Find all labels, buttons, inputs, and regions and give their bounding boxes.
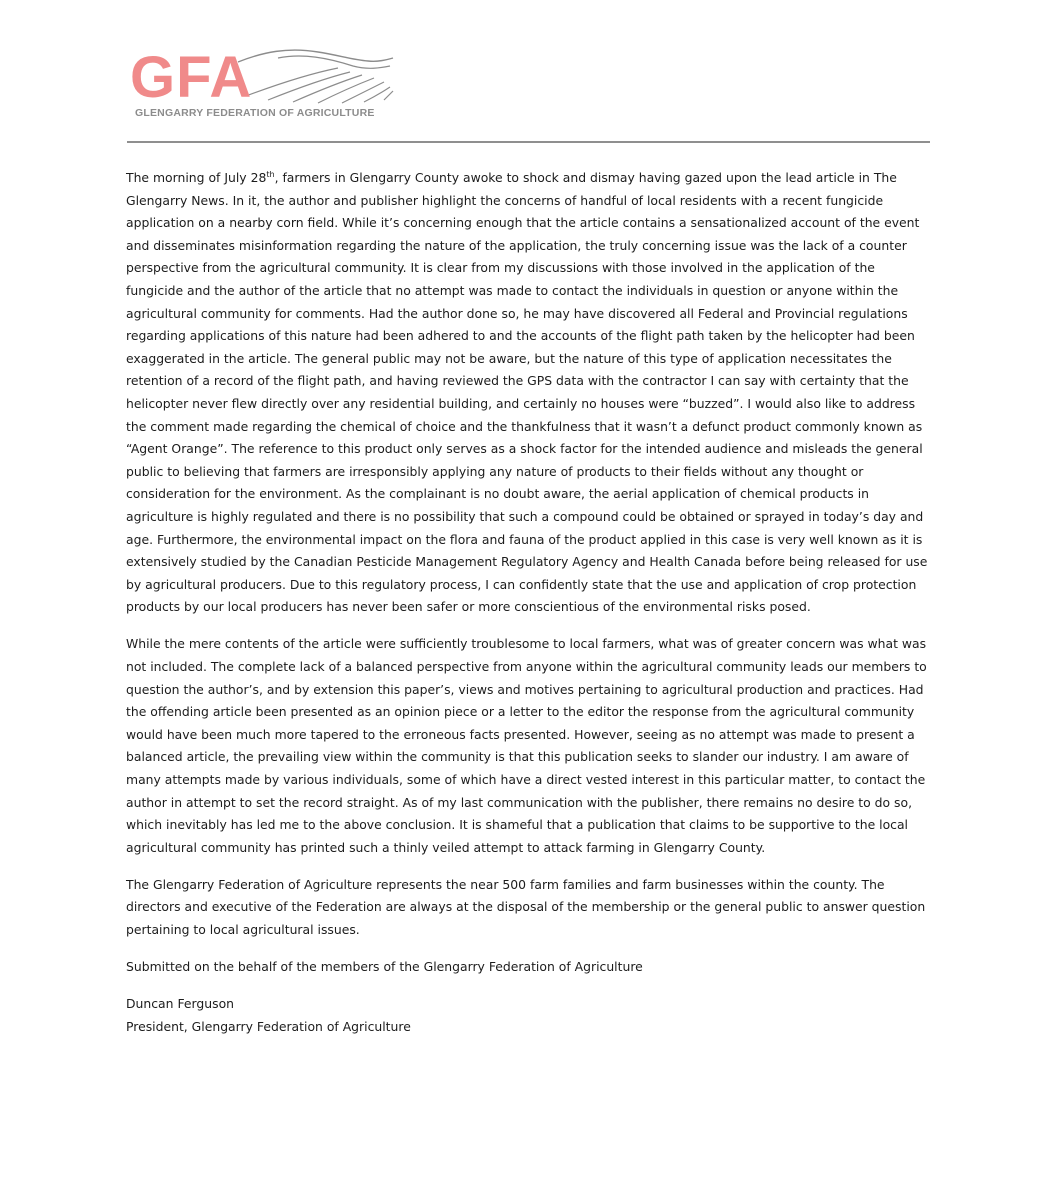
signer-name: Duncan Ferguson — [126, 996, 234, 1012]
header-divider — [127, 141, 930, 143]
paragraph-2: While the mere contents of the article were sufficiently troublesome to local farmers, what was of greater concern was what was not included. The complete lack of a balanced perspective from anyone within the agricultural community leads our members to question the author’s, and by extension this paper’s, views and motives pertaining to agricultural production and practices. Had the offending article been presented as an opinion piece or a letter to the editor the response from the agricultural community would have been much more tapered to the erroneous facts presented. However, seeing as no attempt was made to present a balanced article, the prevailing view within the community is that this publication seeks to slander our industry. I am aware of many attempts made by various individuals, some of which have a direct vested interest in this particular matter, to contact the author in attempt to set the record straight. As of my last communication with the publisher, there remains no desire to do so, which inevitably has led me to the above conclusion. It is shameful that a publication that claims to be supportive to the local agricultural community has printed such a thinly veiled attempt to attack farming in Glengarry County. — [126, 636, 927, 855]
logo-text: GFA — [130, 45, 253, 104]
paragraph-1 — [126, 167, 932, 619]
date-superscript: th — [266, 169, 275, 179]
paragraph-1-start: The morning of July 28 — [126, 170, 267, 185]
letter-body — [126, 167, 932, 1038]
paragraph-3: The Glengarry Federation of Agriculture represents the near 500 farm families and farm businesses within the county. The directors and executive of the Federation are always at the disposal of the membership or the general public to answer question pertaining to local agricultural issues. — [126, 876, 926, 937]
letterhead — [128, 44, 408, 124]
closing-line: Submitted on the behalf of the members of the Glengarry Federation of Agriculture — [126, 959, 643, 975]
signer-title: President, Glengarry Federation of Agriculture — [126, 1018, 411, 1034]
paragraph-1-rest: , farmers in Glengarry County awoke to shock and dismay having gazed upon the lead article in The Glengarry News. In it, the author and publisher highlight the concerns of handful of local residents with a recent fungicide application on a nearby corn field. While it’s concerning enough that the article contains a sensationalized account of the event and disseminates misinformation regarding the nature of the application, the truly concerning issue was the lack of a counter perspective from the agricultural community. It is clear from my discussions with those involved in the application of the fungicide and the author of the article that no attempt was made to contact the individuals in question or anyone within the agricultural community for comments. Had the author done so, he may have discovered all Federal and Provincial regulations regarding applications of this nature had been adhered to and the accounts of the flight path taken by the helicopter had been exaggerated in the article. The general public may not be aware, but the nature of this type of application necessitates the retention of a record of the flight path, and having reviewed the GPS data with the contractor I can say with certainty that the helicopter never flew directly over any residential building, and certainly no houses were “buzzed”. I would also like to address the comment made regarding the chemical of choice and the thankfulness that it wasn’t a defunct product commonly known as “Agent Orange”. The reference to this product only serves as a shock factor for the intended audience and misleads the general public to believing that farmers are irresponsibly applying any nature of products to their fields without any thought or consideration for the environment. As the complainant is no doubt aware, the aerial application of chemical products in agriculture is highly regulated and there is no possibility that such a compound could be obtained or sprayed in today’s day and age. Furthermore, the environmental impact on the flora and fauna of the product applied in this case is very well known as it is extensively studied by the Canadian Pesticide Management Regulatory Agency and Health Canada before being released for use by agricultural producers. Due to this regulatory process, I can confidently state that the use and application of crop protection products by our local producers has never been safer or more conscientious of the environmental risks posed. — [126, 170, 928, 615]
gfa-logo-icon — [128, 44, 398, 104]
signature-block — [126, 993, 932, 1038]
organization-name: GLENGARRY FEDERATION OF AGRICULTURE — [135, 107, 375, 119]
